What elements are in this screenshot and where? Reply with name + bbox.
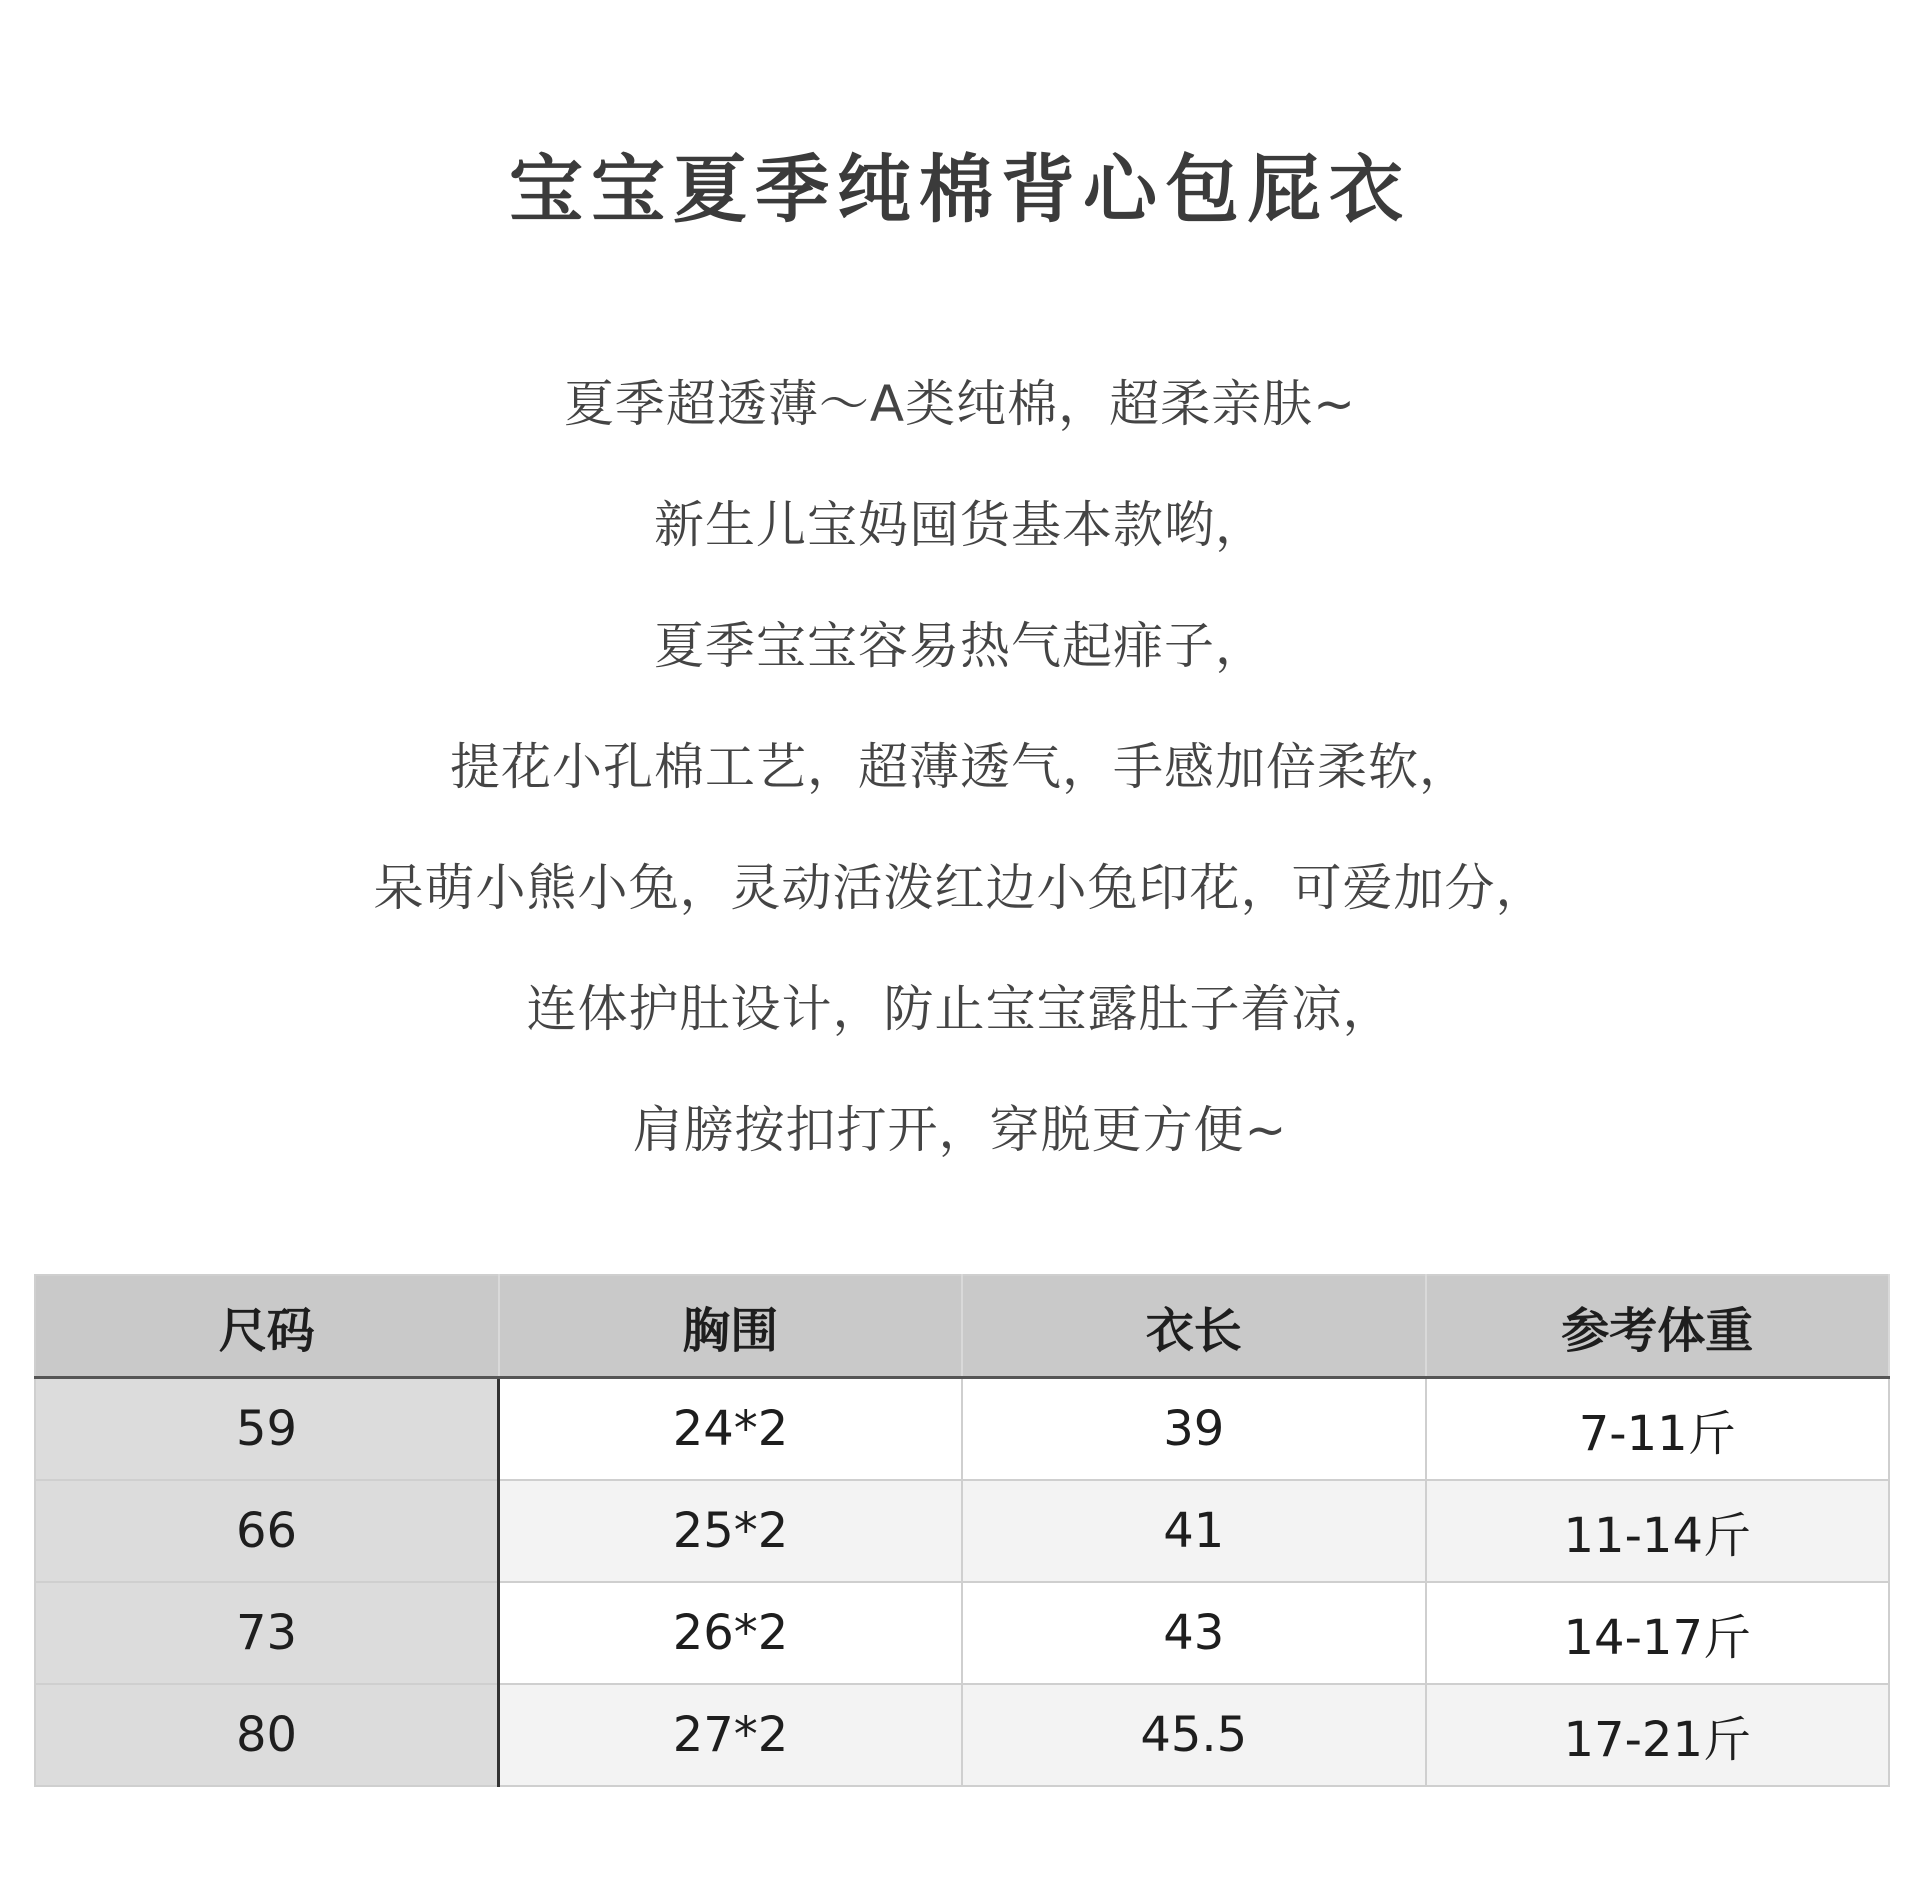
cell-length: 39 xyxy=(962,1378,1426,1481)
cell-weight: 7-11斤 xyxy=(1426,1378,1890,1481)
cell-chest: 25*2 xyxy=(499,1480,963,1582)
cell-weight: 17-21斤 xyxy=(1426,1684,1890,1786)
table-row xyxy=(35,1378,1889,1481)
header-weight: 参考体重 xyxy=(1426,1275,1890,1378)
table-row xyxy=(35,1582,1889,1684)
cell-chest: 27*2 xyxy=(499,1684,963,1786)
description-line: 肩膀按扣打开，穿脱更方便~ xyxy=(632,1101,1288,1159)
cell-length: 41 xyxy=(962,1480,1426,1582)
page-title: 宝宝夏季纯棉背心包屁衣 xyxy=(509,147,1411,233)
cell-size: 80 xyxy=(35,1684,499,1786)
product-description xyxy=(0,360,1920,1207)
table-row xyxy=(35,1480,1889,1582)
table-header-row xyxy=(35,1275,1889,1378)
cell-chest: 26*2 xyxy=(499,1582,963,1684)
cell-weight: 14-17斤 xyxy=(1426,1582,1890,1684)
cell-length: 45.5 xyxy=(962,1684,1426,1786)
description-line: 夏季超透薄～A类纯棉，超柔亲肤~ xyxy=(563,375,1357,433)
cell-size: 73 xyxy=(35,1582,499,1684)
table-row xyxy=(35,1684,1889,1786)
cell-size: 66 xyxy=(35,1480,499,1582)
description-line: 夏季宝宝容易热气起痱子， xyxy=(654,617,1266,675)
cell-size: 59 xyxy=(35,1378,499,1481)
header-size: 尺码 xyxy=(35,1275,499,1378)
description-line: 新生儿宝妈囤货基本款哟， xyxy=(654,496,1266,554)
header-chest: 胸围 xyxy=(499,1275,963,1378)
header-length: 衣长 xyxy=(962,1275,1426,1378)
cell-length: 43 xyxy=(962,1582,1426,1684)
description-line: 呆萌小熊小兔，灵动活泼红边小兔印花，可爱加分， xyxy=(373,859,1547,917)
cell-chest: 24*2 xyxy=(499,1378,963,1481)
cell-weight: 11-14斤 xyxy=(1426,1480,1890,1582)
description-line: 连体护肚设计，防止宝宝露肚子着凉， xyxy=(526,980,1394,1038)
description-line: 提花小孔棉工艺，超薄透气，手感加倍柔软， xyxy=(450,738,1470,796)
size-chart-table xyxy=(34,1274,1890,1787)
